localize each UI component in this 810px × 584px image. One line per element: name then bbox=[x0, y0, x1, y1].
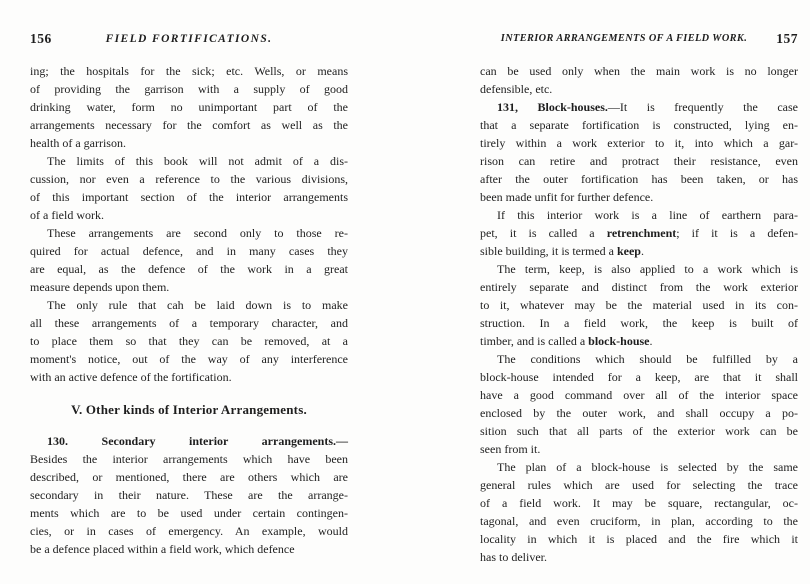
text-line: entirely separate and distinct from the work exterior bbox=[480, 280, 798, 294]
text-line: all these arrangements of a temporary character, and bbox=[30, 316, 348, 330]
running-header-title-left: FIELD FORTIFICATIONS. bbox=[105, 33, 273, 45]
text-line: ing; the hospitals for the sick; etc. Wells, or means bbox=[30, 64, 348, 78]
text-line bbox=[480, 98, 798, 116]
text-line: have a good command over all of the interior space bbox=[480, 388, 798, 402]
text-line: defensible, etc. bbox=[480, 82, 553, 96]
text-line: to it, whatever may be the material used in its con- bbox=[480, 298, 798, 312]
text-line: block-house intended for a keep, are that it shall bbox=[480, 370, 798, 384]
text-line: cussion, nor even a reference to the various divisions, bbox=[30, 172, 348, 186]
text-line: of this important section of the interior arrangements bbox=[30, 190, 348, 204]
text-line: to place them so that they can be removed, at a bbox=[30, 334, 348, 348]
bold-term: 131, Block-houses. bbox=[497, 100, 608, 114]
text-line bbox=[480, 242, 798, 260]
page-number-left: 156 bbox=[30, 31, 52, 46]
running-header-title-right: INTERIOR ARRANGEMENTS OF A FIELD WORK. bbox=[500, 33, 748, 44]
text-line: secondary in their nature. These are the arrange- bbox=[30, 488, 348, 502]
bold-term: 130. Secondary interior arrangements.— bbox=[47, 434, 348, 448]
text-line bbox=[480, 224, 798, 242]
text-segment: timber, and is called a bbox=[480, 334, 589, 348]
text-line: are equal, as the defence of the work in a great bbox=[30, 262, 348, 276]
text-line: tagonal, and even cruciform, in plan, according to the bbox=[480, 514, 798, 528]
text-line: quired for actual defence, and in many cases they bbox=[30, 244, 348, 258]
text-segment: . bbox=[640, 244, 644, 258]
text-line: Besides the interior arrangements which have been bbox=[30, 452, 348, 466]
page-number-right: 157 bbox=[776, 31, 798, 46]
text-line bbox=[30, 432, 348, 450]
text-segment: —It is frequently the case bbox=[607, 100, 798, 114]
text-segment: ; if it is a defen- bbox=[676, 226, 798, 240]
running-header-right bbox=[480, 33, 798, 49]
text-line: rison can retire and protract their resistance, even bbox=[480, 154, 798, 168]
text-line: drinking water, form no unimportant part of the bbox=[30, 100, 348, 114]
text-line: has to deliver. bbox=[480, 550, 547, 564]
page-body-right bbox=[480, 62, 798, 566]
page-body-left bbox=[30, 62, 348, 558]
page-right bbox=[480, 33, 798, 566]
text-line: locality in which it is placed and the fire which it bbox=[480, 532, 798, 546]
text-line: be a defence placed within a field work, which defence bbox=[30, 542, 295, 556]
text-line: moment's notice, out of the way of any interference bbox=[30, 352, 348, 366]
bold-term: block-house bbox=[588, 334, 650, 348]
text-line: been made unfit for further defence. bbox=[480, 190, 654, 204]
text-line: enclosed by the outer work, and shall occupy a po- bbox=[480, 406, 798, 420]
text-segment: pet, it is called a bbox=[480, 226, 607, 240]
text-line: seen from it. bbox=[480, 442, 541, 456]
page-left bbox=[30, 33, 348, 558]
bold-term: retrenchment bbox=[606, 226, 677, 240]
section-heading: V. Other kinds of Interior Arrangements. bbox=[71, 402, 307, 417]
text-line: sition such that all parts of the exterior work can be bbox=[480, 424, 798, 438]
text-line: of a field work. bbox=[30, 208, 104, 222]
text-line: measure depends upon them. bbox=[30, 280, 170, 294]
bold-term: keep bbox=[616, 244, 641, 258]
text-line: These arrangements are second only to those re- bbox=[47, 226, 348, 240]
text-line: The only rule that cah be laid down is to make bbox=[47, 298, 348, 312]
text-line: tirely within a work exterior to it, into which a gar- bbox=[480, 136, 798, 150]
text-segment: . bbox=[649, 334, 653, 348]
text-line: The conditions which should be fulfilled by a bbox=[497, 352, 798, 366]
text-line bbox=[480, 332, 798, 350]
text-line: that a separate fortification is constructed, lying en- bbox=[480, 118, 798, 132]
text-line: after the outer fortification has been taken, or has bbox=[480, 172, 798, 186]
text-line: The term, keep, is also applied to a work which is bbox=[497, 262, 798, 276]
text-line: health of a garrison. bbox=[30, 136, 126, 150]
text-line: described, or mentioned, there are others which are bbox=[30, 470, 348, 484]
text-line: The limits of this book will not admit of a dis- bbox=[47, 154, 348, 168]
text-line: struction. In a field work, the keep is built of bbox=[480, 316, 798, 330]
text-line: ments which are to be used under certain contingen- bbox=[30, 506, 348, 520]
text-line: with an active defence of the fortification. bbox=[30, 370, 232, 384]
text-line: If this interior work is a line of earthern para- bbox=[497, 208, 798, 222]
text-line: arrangements necessary for the comfort as well as the bbox=[30, 118, 348, 132]
running-header-left bbox=[30, 33, 348, 49]
text-line: The plan of a block-house is selected by the same bbox=[497, 460, 798, 474]
text-line: of a field work. It may be square, rectangular, oc- bbox=[480, 496, 798, 510]
text-line: general rules which are used for selecting the trace bbox=[480, 478, 798, 492]
text-line: of providing the garrison with a supply of good bbox=[30, 82, 348, 96]
text-segment: sible building, it is termed a bbox=[480, 244, 617, 258]
text-line: can be used only when the main work is no longer bbox=[480, 64, 798, 78]
text-line: cies, or in cases of emergency. An example, would bbox=[30, 524, 348, 538]
